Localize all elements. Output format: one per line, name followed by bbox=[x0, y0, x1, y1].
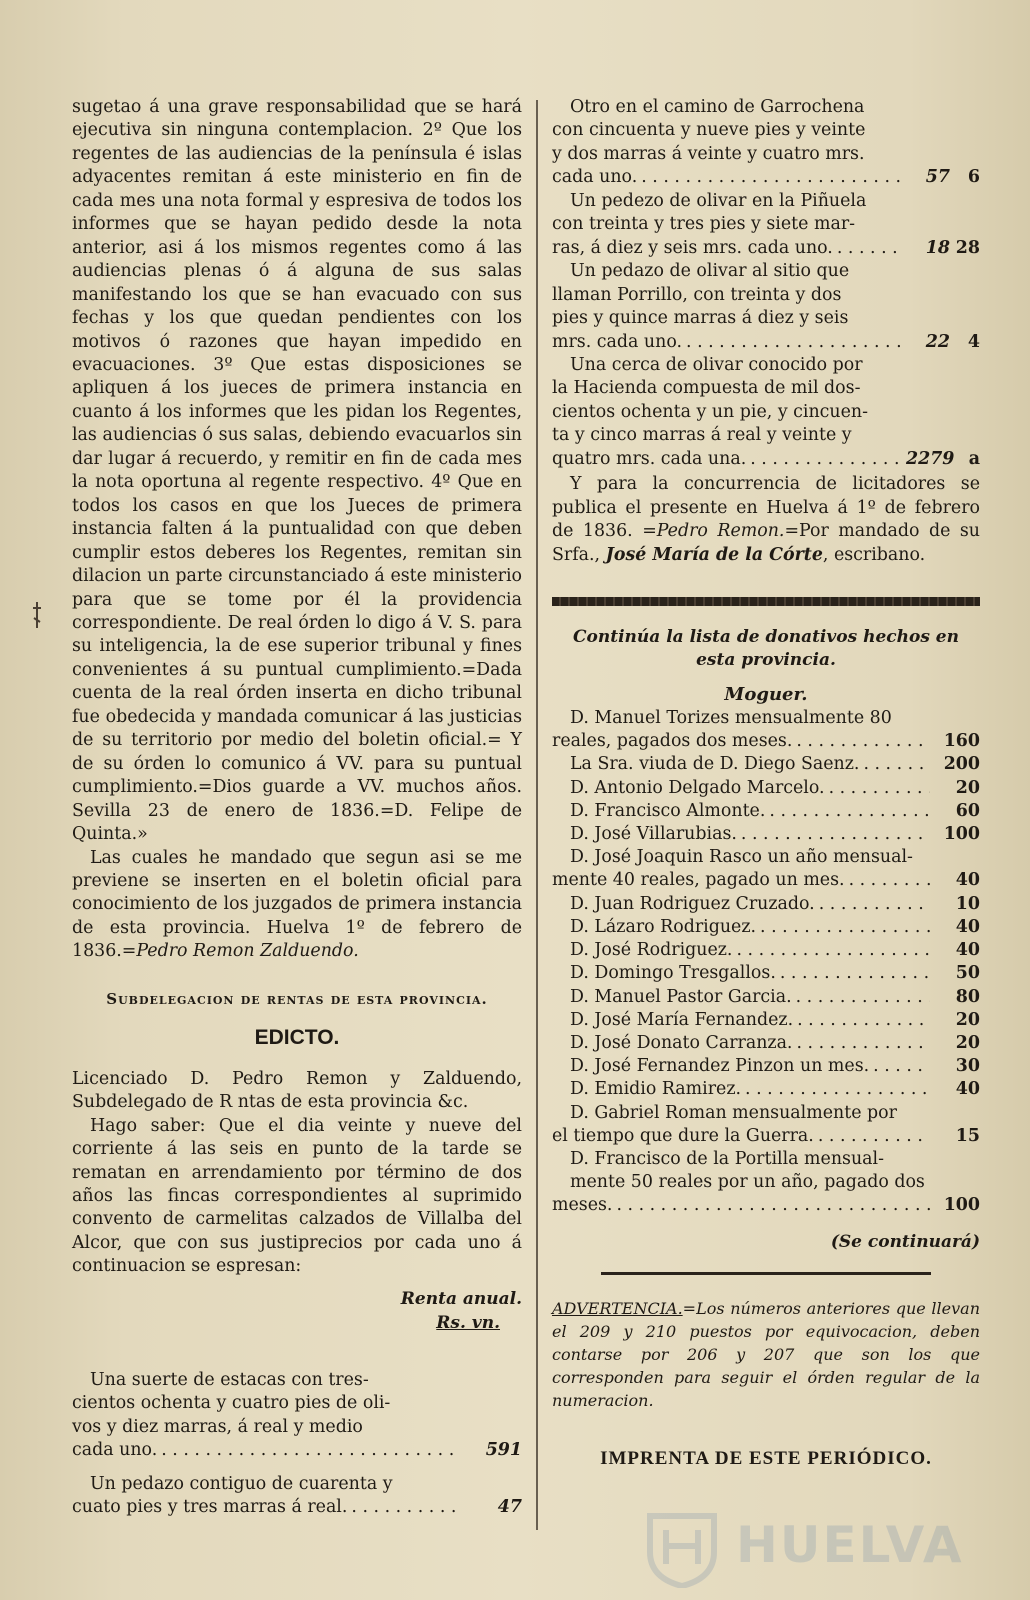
donation-amount: 100 bbox=[943, 1195, 980, 1216]
donation-text: La Sra. viuda de D. Diego Saenz. bbox=[570, 754, 860, 775]
donation-amount: 30 bbox=[955, 1056, 980, 1077]
donation-text: D. José Rodriguez. bbox=[570, 940, 733, 961]
publication-signature: Pedro Remon Zalduendo. bbox=[136, 941, 359, 962]
donation-entry bbox=[552, 893, 980, 916]
closing-signature-2: José María de la Córte bbox=[605, 544, 823, 565]
advertencia-label: ADVERTENCIA. bbox=[552, 1298, 683, 1318]
dot-leader bbox=[161, 1439, 458, 1462]
donation-amount: 160 bbox=[943, 731, 980, 752]
donation-entry bbox=[552, 1078, 980, 1101]
donation-line: D. José Joaquin Rasco un año mensual- bbox=[570, 847, 913, 868]
donation-text: el tiempo que dure la Guerra. bbox=[552, 1125, 814, 1146]
donation-entry bbox=[552, 1055, 980, 1078]
donation-text: D. José Villarubias. bbox=[570, 824, 737, 845]
property-item-line: Un pedazo de olivar al sitio que bbox=[570, 261, 850, 282]
dot-leader bbox=[796, 730, 930, 753]
donation-last-line bbox=[552, 800, 980, 823]
property-item-amount: 18 bbox=[925, 237, 950, 258]
donation-text: D. José Fernandez Pinzon un mes. bbox=[570, 1056, 870, 1077]
property-item-text: cuato pies y tres marras á real. bbox=[72, 1497, 348, 1518]
publication-notice bbox=[72, 847, 522, 964]
property-item-line: cientos ochenta y un pie, y cincuen- bbox=[552, 401, 868, 422]
advertencia-text: =Los números anteriores que llevan el 209 y 210 puestos por equivocacion, deben contarse por 206 y 207 que son los que corresponden para seguir el órden regular de la numeracion. bbox=[552, 1298, 980, 1410]
dot-leader bbox=[818, 1125, 930, 1148]
donation-entry bbox=[552, 800, 980, 823]
property-item bbox=[72, 1369, 522, 1463]
donation-text: D. Francisco Almonte. bbox=[570, 800, 766, 821]
property-item-text: ras, á diez y seis mrs. cada uno. bbox=[552, 237, 833, 258]
donation-last-line bbox=[552, 1194, 980, 1217]
donation-entry bbox=[552, 1148, 980, 1218]
library-watermark bbox=[640, 1508, 980, 1588]
town-heading: Moguer. bbox=[724, 684, 808, 706]
publication-notice-text: Las cuales he mandado que segun asi se me previene se inserten en el boletin oficial para conocimiento de los juzgados de primera instancia de esta provincia. Huelva 1º de febrero de 1836.= bbox=[72, 847, 522, 962]
donation-amount: 40 bbox=[955, 916, 980, 937]
closing-signature-1: Pedro Remon. bbox=[656, 521, 785, 542]
closing-notice bbox=[552, 473, 980, 567]
property-item-line: pies y quince marras á diez y seis bbox=[552, 308, 849, 329]
property-item-line: Una cerca de olivar conocido por bbox=[570, 354, 863, 375]
donation-entry bbox=[552, 1032, 980, 1055]
property-item bbox=[552, 260, 980, 354]
property-item-text: cada uno. bbox=[552, 167, 638, 188]
property-item-line: la Hacienda compuesta de mil dos- bbox=[552, 378, 861, 399]
property-item-amount: 591 bbox=[485, 1440, 522, 1461]
continuara-note: (Se continuará) bbox=[830, 1231, 980, 1252]
donation-last-line bbox=[552, 1125, 980, 1148]
donation-last-line bbox=[552, 753, 980, 776]
left-column bbox=[72, 96, 522, 1520]
donation-entry bbox=[552, 962, 980, 985]
property-item-amount: 22 bbox=[925, 331, 950, 352]
property-item-line: Un pedazo contiguo de cuarenta y bbox=[90, 1473, 393, 1494]
donation-last-line bbox=[552, 916, 980, 939]
donation-entry bbox=[552, 823, 980, 846]
dot-leader bbox=[750, 448, 902, 471]
section-divider bbox=[552, 597, 980, 606]
donation-last-line bbox=[552, 1009, 980, 1032]
dot-leader bbox=[863, 753, 930, 776]
donation-entry bbox=[552, 1009, 980, 1032]
donation-last-line bbox=[552, 730, 980, 753]
donation-line: D. Gabriel Roman mensualmente por bbox=[570, 1102, 897, 1123]
dot-leader bbox=[745, 1078, 930, 1101]
imprenta-footer: IMPRENTA DE ESTE PERIÓDICO. bbox=[600, 1447, 932, 1469]
renta-header bbox=[72, 1287, 522, 1335]
donation-last-line bbox=[552, 1032, 980, 1055]
donation-last-line bbox=[552, 962, 980, 985]
donation-amount: 50 bbox=[955, 963, 980, 984]
dot-leader bbox=[796, 986, 930, 1009]
advertencia-divider bbox=[601, 1272, 931, 1275]
right-column bbox=[552, 96, 980, 1470]
donation-amount: 20 bbox=[955, 1009, 980, 1030]
dot-leader bbox=[760, 916, 930, 939]
property-item-text: quatro mrs. cada una. bbox=[552, 448, 747, 469]
donation-amount: 60 bbox=[955, 800, 980, 821]
dot-leader bbox=[769, 800, 930, 823]
donation-text: D. José Donato Carranza. bbox=[570, 1032, 793, 1053]
shield-logo-icon bbox=[640, 1508, 724, 1588]
donation-text: meses. bbox=[552, 1195, 613, 1216]
property-item bbox=[72, 1473, 522, 1520]
donation-entry bbox=[552, 1102, 980, 1148]
donation-amount: 200 bbox=[943, 754, 980, 775]
donation-text: reales, pagados dos meses. bbox=[552, 731, 793, 752]
donation-amount: 100 bbox=[943, 824, 980, 845]
property-item-text: mrs. cada uno. bbox=[552, 331, 683, 352]
property-item-line: y dos marras á veinte y cuatro mrs. bbox=[552, 143, 865, 164]
donation-last-line bbox=[552, 986, 980, 1009]
donation-line: D. Francisco de la Portilla mensual- bbox=[570, 1148, 884, 1169]
property-item-last-line bbox=[552, 331, 980, 354]
property-item-last-line bbox=[72, 1496, 522, 1519]
donation-entry bbox=[552, 777, 980, 800]
property-item-amount-fraction: 6 bbox=[967, 167, 980, 188]
edicto-title: EDICTO. bbox=[254, 1025, 340, 1049]
dot-leader bbox=[780, 962, 930, 985]
donation-entry bbox=[552, 707, 980, 753]
donation-line: mente 50 reales por un año, pagado dos bbox=[570, 1172, 925, 1193]
donation-amount: 40 bbox=[955, 870, 980, 891]
closing-notice-text: Y para la concurrencia de licitadores se publica el presente en Huelva á 1º de febrero de 1836. = bbox=[552, 474, 980, 542]
donation-text: D. Juan Rodriguez Cruzado. bbox=[570, 893, 815, 914]
dot-leader bbox=[796, 1032, 930, 1055]
property-item bbox=[552, 96, 980, 190]
property-item-line: Un pedezo de olivar en la Piñuela bbox=[570, 190, 867, 211]
edicto-intro: Licenciado D. Pedro Remon y Zalduendo, Subdelegado de R ntas de esta provincia &c. bbox=[72, 1068, 522, 1113]
donation-last-line bbox=[552, 1078, 980, 1101]
property-item-line: cientos ochenta y cuatro pies de oli- bbox=[72, 1393, 391, 1414]
advertencia bbox=[552, 1297, 980, 1412]
donation-text: D. Emidio Ramirez. bbox=[570, 1079, 742, 1100]
dot-leader bbox=[351, 1496, 458, 1519]
renta-header-units: Rs. vn. bbox=[436, 1312, 500, 1333]
dot-leader bbox=[736, 939, 930, 962]
subdelegacion-heading: Subdelegacion de rentas de esta provincia. bbox=[106, 989, 488, 1008]
property-item-line: con cincuenta y nueve pies y veinte bbox=[552, 120, 866, 141]
donation-text: D. José María Fernandez. bbox=[570, 1009, 794, 1030]
left-property-list bbox=[72, 1369, 522, 1520]
donation-text: D. Lázaro Rodriguez. bbox=[570, 916, 757, 937]
property-item bbox=[552, 354, 980, 471]
property-item-amount-fraction: 4 bbox=[967, 331, 980, 352]
donation-amount: 20 bbox=[955, 1032, 980, 1053]
donation-last-line bbox=[552, 1055, 980, 1078]
donation-text: D. Domingo Tresgallos. bbox=[570, 963, 776, 984]
donation-text: D. Manuel Pastor Garcia. bbox=[570, 986, 792, 1007]
property-item-last-line bbox=[72, 1439, 522, 1462]
property-item bbox=[552, 190, 980, 260]
donation-amount: 20 bbox=[955, 777, 980, 798]
dot-leader bbox=[819, 893, 930, 916]
property-item-line: ta y cinco marras á real y veinte y bbox=[552, 425, 852, 446]
property-item-last-line bbox=[552, 448, 980, 471]
property-item-line: Otro en el camino de Garrochena bbox=[570, 97, 865, 117]
property-item-amount-fraction: 28 bbox=[955, 237, 980, 258]
donation-list bbox=[552, 707, 980, 1217]
dot-leader bbox=[686, 331, 902, 354]
donation-amount: 80 bbox=[955, 986, 980, 1007]
donation-last-line bbox=[552, 893, 980, 916]
dot-leader bbox=[797, 1009, 930, 1032]
dot-leader bbox=[873, 1055, 930, 1078]
donation-amount: 40 bbox=[955, 940, 980, 961]
closing-end: , escribano. bbox=[822, 544, 926, 565]
dot-leader bbox=[641, 166, 902, 189]
property-item-last-line bbox=[552, 237, 980, 260]
property-item-amount-fraction: a bbox=[968, 448, 980, 469]
property-item-text: cada uno. bbox=[72, 1440, 158, 1461]
donation-entry bbox=[552, 916, 980, 939]
renta-header-title: Renta anual. bbox=[400, 1288, 522, 1309]
donation-entry bbox=[552, 986, 980, 1009]
donation-entry bbox=[552, 846, 980, 892]
donation-last-line bbox=[552, 777, 980, 800]
column-divider bbox=[536, 100, 538, 1530]
dot-leader bbox=[616, 1194, 930, 1217]
closing-mid: =Por mandado de su Srfa., bbox=[552, 521, 980, 565]
dot-leader bbox=[741, 823, 930, 846]
dot-leader bbox=[849, 869, 930, 892]
right-property-list bbox=[552, 96, 980, 471]
donation-last-line bbox=[552, 823, 980, 846]
donation-amount: 15 bbox=[955, 1125, 980, 1146]
property-item-amount: 2279 bbox=[906, 448, 955, 469]
binding-mark-icon bbox=[30, 600, 44, 630]
donation-amount: 40 bbox=[955, 1079, 980, 1100]
property-item-amount: 47 bbox=[497, 1497, 522, 1518]
dot-leader bbox=[829, 777, 930, 800]
watermark-text: HUELVA bbox=[736, 1516, 964, 1574]
donation-amount: 10 bbox=[955, 893, 980, 914]
property-item-line: Una suerte de estacas con tres- bbox=[90, 1369, 369, 1390]
property-item-line: con treinta y tres pies y siete mar- bbox=[552, 214, 856, 235]
property-item-last-line bbox=[552, 166, 980, 189]
donation-line: D. Manuel Torizes mensualmente 80 bbox=[570, 708, 892, 729]
edicto-body: Hago saber: Que el dia veinte y nueve del corriente á las seis en punto de la tarde se rematan en arrendamiento por término de dos años las fincas correspondientes al suprimido convento de carmelitas calzados de Villalba del Alcor, que con sus justiprecios por cada uno á continuacion se espresan: bbox=[72, 1115, 522, 1277]
dot-leader bbox=[837, 237, 902, 260]
property-item-amount: 57 bbox=[925, 167, 950, 188]
property-item-line: llaman Porrillo, con treinta y dos bbox=[552, 284, 842, 305]
donation-last-line bbox=[552, 869, 980, 892]
property-item-line: vos y diez marras, á real y medio bbox=[72, 1416, 363, 1437]
donation-entry bbox=[552, 939, 980, 962]
donativos-title: Continúa la lista de donativos hechos en esta provincia. bbox=[573, 627, 959, 671]
decree-text: sugetao á una grave responsabilidad que se hará ejecutiva sin ninguna contemplacion. 2º Que los regentes de las audiencias de la península é islas adyacentes remitan á este ministerio en fin de cada mes una nota formal y espresiva de todos los informes que se hayan pedido desde la nota anterior, asi á los mismos regentes como á las audiencias plenas ó á alguna de sus salas manifestando los que se han evacuado con sus fechas y los que quedan pendientes con los motivos ó razones que hayan impedido en evacuaciones. 3º Que estas disposiciones se apliquen á los jueces de primera instancia en cuanto á los informes que les pidan los Regentes, las audiencias ó sus salas, debiendo evacuarlos sin dar lugar á recuerdo, y remitir en fin de cada mes la nota oportuna al regente respectivo. 4º Que en todos los casos en que los Jueces de primera instancia falten á la puntualidad con que deben cumplir estos deberes los Regentes, remitan sin dilacion un parte circunstanciado á este ministerio para que se tome por él la providencia correspondiente. De real órden lo digo á V. S. para su inteligencia, la de ese superior tribunal y fines convenientes á su puntual cumplimiento.=Dada cuenta de la real órden inserta en dicho tribunal fue obedecida y mandada comunicar á las justicias de su territorio por medio del boletin oficial.= Y de su órden lo comunico á VV. para su puntual cumplimiento.=Dios guarde a VV. muchos años. Sevilla 23 de enero de 1836.=D. Felipe de Quinta.» bbox=[72, 97, 522, 845]
donation-text: D. Antonio Delgado Marcelo. bbox=[570, 777, 825, 798]
donation-text: mente 40 reales, pagado un mes. bbox=[552, 870, 845, 891]
donation-entry bbox=[552, 753, 980, 776]
donation-last-line bbox=[552, 939, 980, 962]
